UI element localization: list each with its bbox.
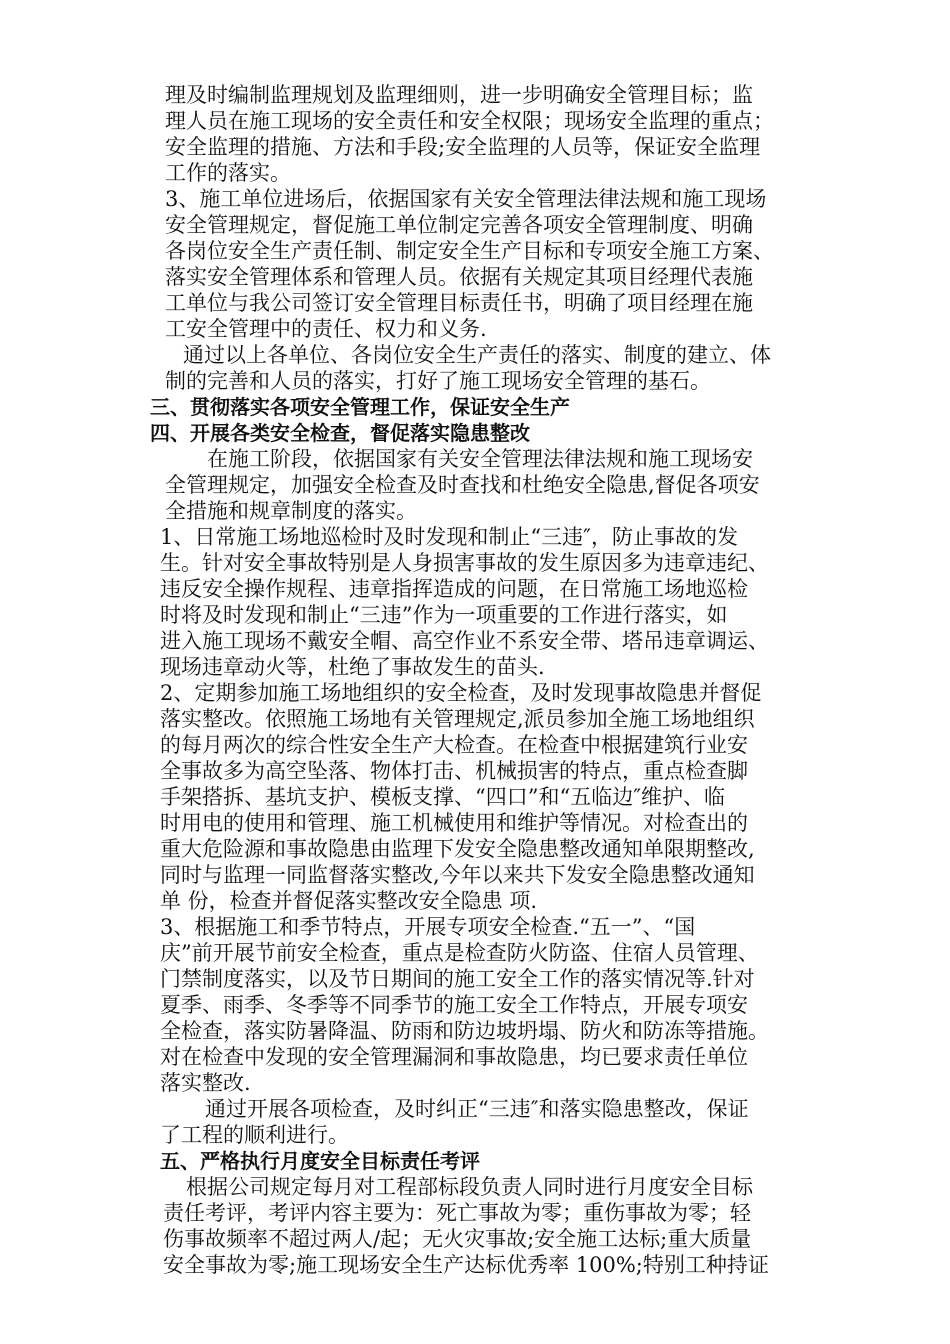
text-line: 时将及时发现和制止“三违”作为一项重要的工作进行落实，如 bbox=[160, 603, 728, 627]
text-line: 同时与监理一同监督落实整改,今年以来共下发安全隐患整改通知 bbox=[160, 863, 755, 887]
text-line: 通过开展各项检查，及时纠正“三违″和落实隐患整改，保证 bbox=[205, 1097, 749, 1121]
text-line: 夏季、雨季、冬季等不同季节的施工安全工作特点，开展专项安 bbox=[160, 993, 748, 1017]
text-line: 工作的落实。 bbox=[165, 161, 291, 185]
section-heading: 三、贯彻落实各项安全管理工作，保证安全生产 bbox=[150, 395, 570, 419]
text-line: 了工程的顺利进行。 bbox=[160, 1123, 349, 1147]
text-line: 单 份，检查并督促落实整改安全隐患 项. bbox=[160, 889, 538, 913]
text-line: 3、根据施工和季节特点，开展专项安全检查.“五一”、“国 bbox=[160, 915, 696, 939]
text-line: 制的完善和人员的落实，打好了施工现场安全管理的基石。 bbox=[165, 369, 711, 393]
section-heading: 五、严格执行月度安全目标责任考评 bbox=[160, 1149, 480, 1173]
text-line: 各岗位安全生产责任制、制定安全生产目标和专项安全施工方案、 bbox=[165, 239, 774, 263]
text-line: 全措施和规章制度的落实。 bbox=[165, 499, 417, 523]
text-line: 庆”前开展节前安全检查，重点是检查防火防盗、住宿人员管理、 bbox=[160, 941, 759, 965]
text-line: 在施工阶段，依据国家有关安全管理法律法规和施工现场安 bbox=[207, 447, 753, 471]
text-line: 的每月两次的综合性安全生产大检查。在检查中根据建筑行业安 bbox=[160, 733, 748, 757]
text-line: 落实安全管理体系和管理人员。依据有关规定其项目经理代表施 bbox=[165, 265, 753, 289]
section-heading: 四、开展各类安全检查，督促落实隐患整改 bbox=[150, 421, 530, 445]
text-line: 落实整改。依照施工场地有关管理规定,派员参加全施工场地组织 bbox=[160, 707, 755, 731]
text-line: 伤事故频率不超过两人/起；无火灾事故;安全施工达标;重大质量 bbox=[163, 1227, 752, 1251]
text-line: 理及时编制监理规划及监理细则，进一步明确安全管理目标；监 bbox=[165, 83, 753, 107]
text-line: 2、定期参加施工场地组织的安全检查，及时发现事故隐患并督促 bbox=[160, 681, 762, 705]
text-line: 工单位与我公司签订安全管理目标责任书，明确了项目经理在施 bbox=[165, 291, 753, 315]
text-line: 3、施工单位进场后，依据国家有关安全管理法律法规和施工现场 bbox=[165, 187, 767, 211]
text-line: 根据公司规定每月对工程部标段负责人同时进行月度安全目标 bbox=[186, 1175, 753, 1199]
text-line: 现场违章动火等，杜绝了事故发生的苗头. bbox=[160, 655, 545, 679]
text-line: 生。针对安全事故特别是人身损害事故的发生原因多为违章违纪、 bbox=[160, 551, 769, 575]
text-line: 安全管理规定，督促施工单位制定完善各项安全管理制度、明确 bbox=[165, 213, 753, 237]
text-line: 1、日常施工场地巡检时及时发现和制止“三违″，防止事故的发 bbox=[160, 525, 738, 549]
text-line: 通过以上各单位、各岗位安全生产责任的落实、制度的建立、体 bbox=[183, 343, 771, 367]
text-line: 手架搭拆、基坑支护、模板支撑、“四口”和“五临边″维护、临 bbox=[160, 785, 726, 809]
text-line: 门禁制度落实，以及节日期间的施工安全工作的落实情况等.针对 bbox=[160, 967, 755, 991]
text-line: 全事故多为高空坠落、物体打击、机械损害的特点，重点检查脚 bbox=[160, 759, 748, 783]
text-line: 落实整改. bbox=[160, 1071, 251, 1095]
text-line: 重大危险源和事故隐患由监理下发安全隐患整改通知单限期整改, bbox=[160, 837, 755, 861]
text-line: 违反安全操作规程、违章指挥造成的问题，在日常施工场地巡检 bbox=[160, 577, 748, 601]
text-line: 安全监理的措施、方法和手段;安全监理的人员等，保证安全监理 bbox=[165, 135, 761, 159]
text-line: 进入施工现场不戴安全帽、高空作业不系安全带、塔吊违章调运、 bbox=[160, 629, 769, 653]
text-line: 工安全管理中的责任、权力和义务. bbox=[165, 317, 487, 341]
text-line: 对在检查中发现的安全管理漏洞和事故隐患，均已要求责任单位 bbox=[160, 1045, 748, 1069]
text-line: 安全事故为零;施工现场安全生产达标优秀率 100%;特别工种持证 bbox=[163, 1253, 769, 1277]
text-line: 时用电的使用和管理、施工机械使用和维护等情况。对检查出的 bbox=[160, 811, 748, 835]
text-line: 全管理规定，加强安全检查及时查找和杜绝安全隐患,督促各项安 bbox=[165, 473, 760, 497]
text-line: 全检查，落实防暑降温、防雨和防边坡坍塌、防火和防冻等措施。 bbox=[160, 1019, 769, 1043]
text-line: 责任考评，考评内容主要为：死亡事故为零；重伤事故为零；轻 bbox=[163, 1201, 751, 1225]
text-line: 理人员在施工现场的安全责任和安全权限；现场安全监理的重点； bbox=[165, 109, 774, 133]
